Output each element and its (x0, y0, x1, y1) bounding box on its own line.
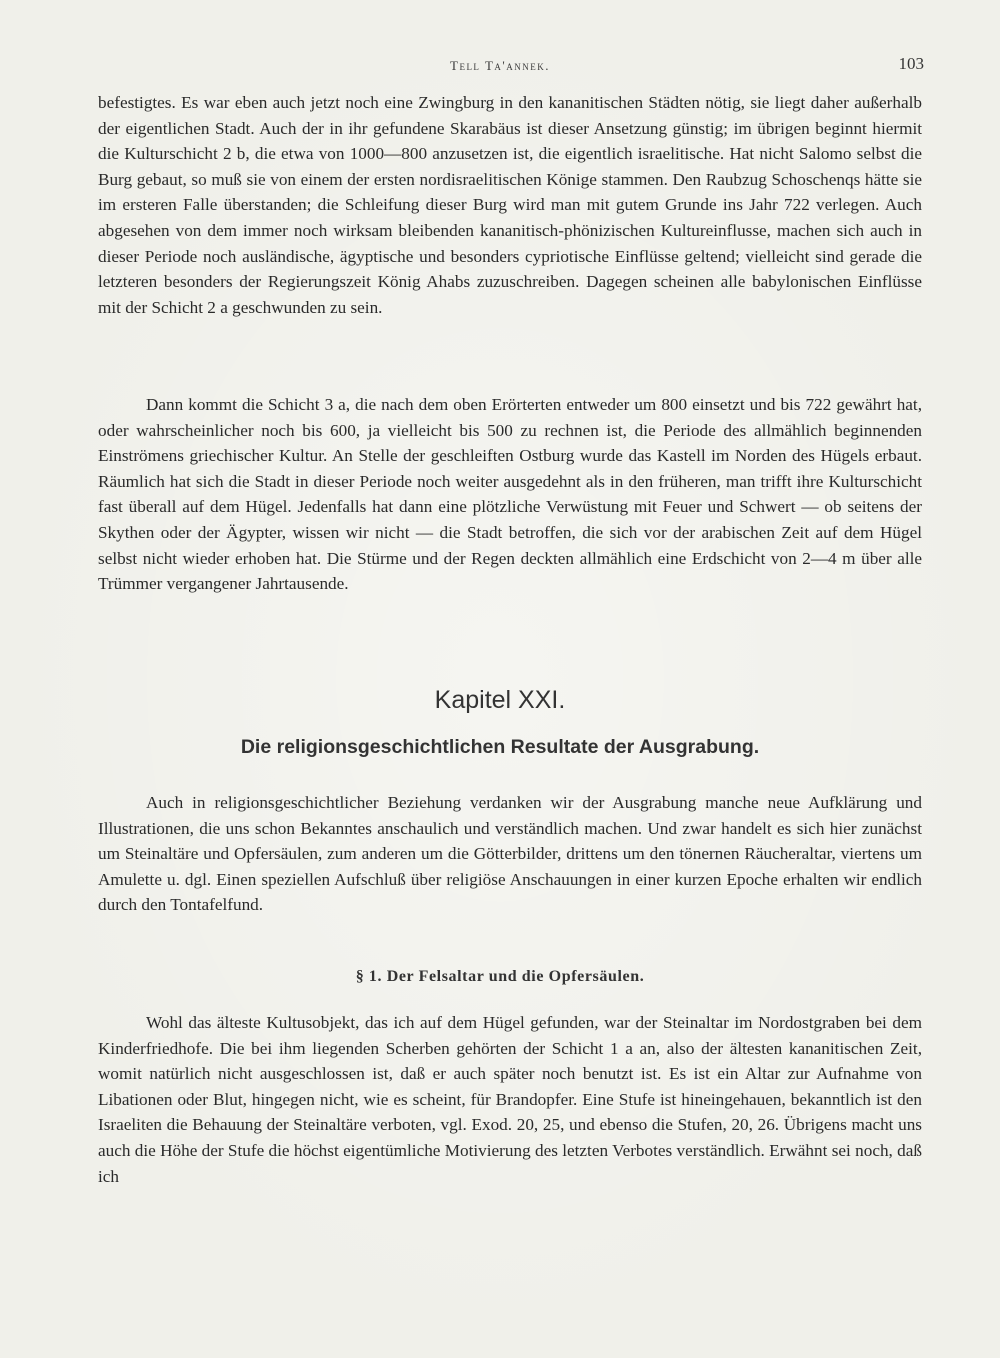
chapter-intro-block (98, 790, 922, 918)
chapter-subtitle: Die religionsgeschichtlichen Resultate der Ausgrabung. (240, 736, 760, 758)
section-paragraph: Wohl das älteste Kultusobjekt, das ich auf dem Hügel gefunden, war der Steinaltar im Nordostgraben bei dem Kinderfriedhofe. Die bei ihm liegenden Scherben gehörten der Schicht 1 a an, also der ältesten kananitischen Zeit, womit natürlich nicht ausgeschlossen ist, daß er auch später noch benutzt ist. Es ist ein Altar zur Aufnahme von Libationen oder Blut, hingegen nicht, wie es scheint, für Brandopfer. Eine Stufe ist hineingehauen, bekanntlich ist den Israeliten die Behauung der Steinaltäre verboten, vgl. Exod. 20, 25, und ebenso die Stufen, 20, 26. Übrigens macht uns auch die Höhe der Stufe die höchst eigentümliche Motivierung des letzten Verbotes verständlich. Erwähnt sei noch, daß ich (98, 1013, 922, 1186)
section-text-block (98, 1010, 922, 1189)
chapter-intro-paragraph: Auch in religionsgeschichtlicher Beziehung verdanken wir der Ausgrabung manche neue Aufklärung und Illustrationen, die uns schon Bekanntes anschaulich und verständlich machen. Und zwar handelt es sich hier zunächst um Steinaltäre und Opfersäulen, zum anderen um die Götterbilder, drittens um den tönernen Räucheraltar, viertens um Amulette u. dgl. Einen speziellen Aufschluß über religiöse Anschauungen in einer kurzen Epoche erhalten wir endlich durch den Tontafelfund. (98, 793, 922, 915)
running-header-title: Tell Ta'annek. (450, 58, 550, 73)
chapter-title: Kapitel XXI. (434, 686, 566, 714)
body-text-continuation (98, 90, 922, 320)
paragraph-schicht-3a: Dann kommt die Schicht 3 a, die nach dem oben Erörterten entweder um 800 einsetzt und bis 722 gewährt hat, oder wahrscheinlicher noch bis 600, ja vielleicht bis 500 zu rechnen ist, die Periode des allmählich beginnenden Einströmens griechischer Kultur. An Stelle der geschleiften Ostburg wurde das Kastell im Norden des Hügels erbaut. Räumlich hat sich die Stadt in dieser Periode noch weiter ausgedehnt als in den früheren, man trifft ihre Kulturschicht fast überall auf dem Hügel. Jedenfalls hat dann eine plötzliche Verwüstung mit Feuer und Schwert — ob seitens der Skythen oder der Ägypter, wissen wir nicht — die Stadt betroffen, die sich vor der arabischen Zeit auf dem Hügel selbst nicht wieder erhoben hat. Die Stürme und der Regen deckten allmählich eine Erdschicht von 2—4 m über alle Trümmer vergangener Jahrtausende. (98, 395, 922, 594)
section-heading: § 1. Der Felsaltar und die Opfersäulen. (355, 968, 645, 985)
page-number: 103 (898, 54, 924, 73)
body-text-schicht-3a (98, 392, 922, 597)
paragraph-continuation: befestigtes. Es war eben auch jetzt noch eine Zwingburg in den kananitischen Städten nötig, sie liegt daher außerhalb der eigentlichen Stadt. Auch der in ihr gefundene Skarabäus ist dieser Ansetzung günstig; im übrigen beginnt hiermit die Kulturschicht 2 b, die etwa von 1000—800 anzusetzen ist, die eigentlich israelitische. Hat nicht Salomo selbst die Burg gebaut, so muß sie von einem der ersten nordisraelitischen Könige stammen. Den Raubzug Schoschenqs hätte sie im ersteren Falle überstanden; die Schleifung dieser Burg wird man mit gutem Grunde ins Jahr 722 verlegen. Auch abgesehen von dem immer noch wirksam bleibenden kananitisch-phönizischen Kultureinflusse, machen sich auch in dieser Periode noch ausländische, ägyptische und besonders cypriotische Einflüsse geltend; vielleicht sind gerade die letzteren besonders der Regierungszeit König Ahabs zuzuschreiben. Dagegen scheinen alle babylonischen Einflüsse mit der Schicht 2 a geschwunden zu sein. (98, 93, 922, 317)
